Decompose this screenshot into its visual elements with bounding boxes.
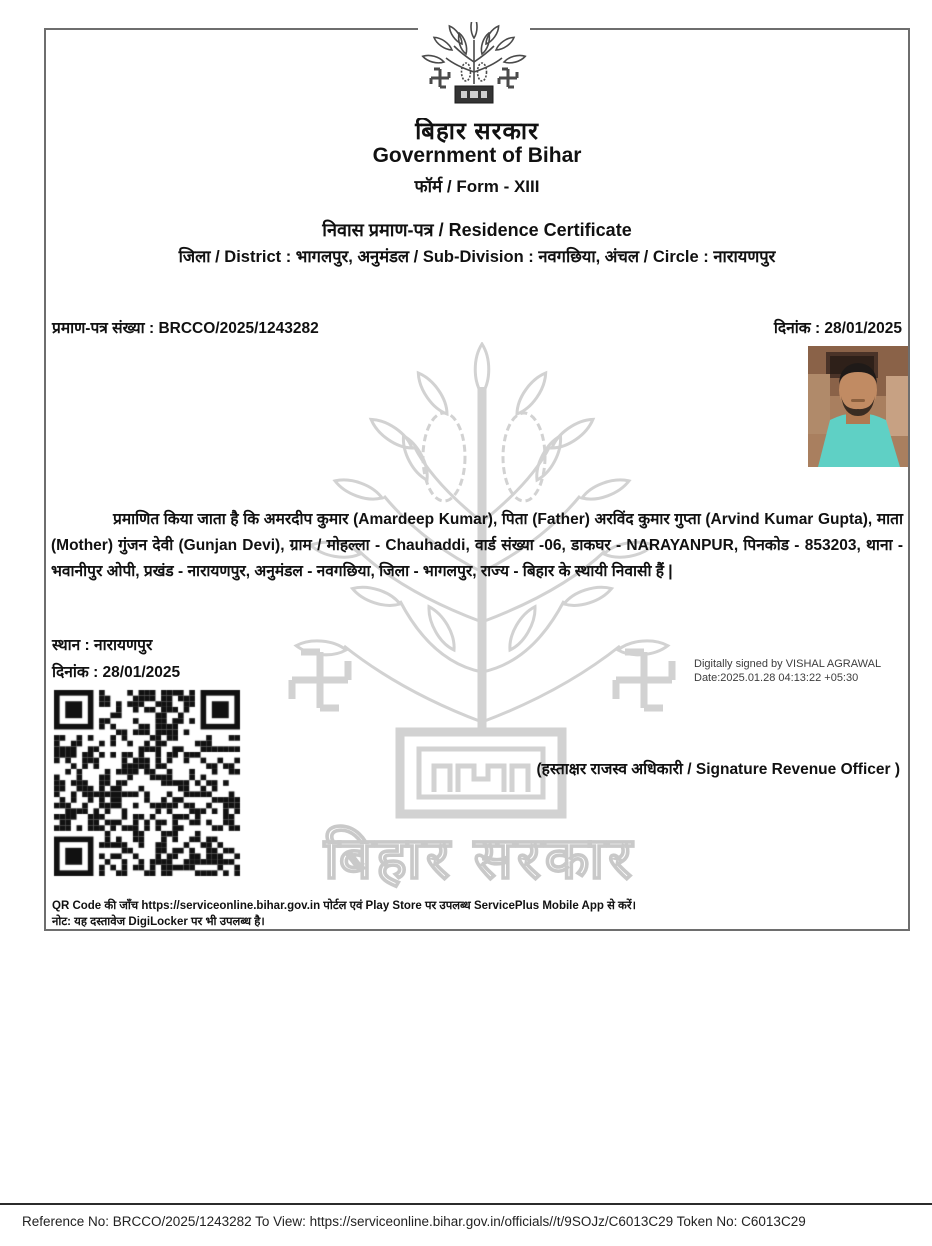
signing-place: स्थान : नारायणपुर xyxy=(52,637,153,654)
watermark-text: बिहार सरकार xyxy=(323,826,637,891)
digital-signature-line1: Digitally signed by VISHAL AGRAWAL xyxy=(694,658,882,670)
certificate-number: प्रमाण-पत्र संख्या : BRCCO/2025/1243282 xyxy=(52,320,319,337)
certificate-issue-date: दिनांक : 28/01/2025 xyxy=(773,320,902,337)
government-name-english: Government of Bihar xyxy=(372,144,582,167)
certificate-frame xyxy=(44,28,910,931)
digital-signature-block xyxy=(694,657,906,685)
signing-date: दिनांक : 28/01/2025 xyxy=(52,664,181,681)
government-name-hindi: बिहार सरकार xyxy=(415,118,539,145)
digilocker-note-line: नोट: यह दस्तावेज DigiLocker पर भी उपलब्ध है। xyxy=(52,916,265,928)
certificate-body-paragraph: प्रमाणित किया जाता है कि अमरदीप कुमार (Amardeep Kumar), पिता (Father) अरविंद कुमार गुप्ता (Arvind Kumar Gupta), माता (Mother) गुंजन देवी (Gunjan Devi), ग्राम / मोहल्ला - Chauhaddi, वार्ड संख्या -06, डाकघर - NARAYANPUR, पिनकोड - 853203, थाना - भवानीपुर ओपी, प्रखंड - नारायणपुर, अनुमंडल - नवगछिया, जिला - भागलपुर, राज्य - बिहार के स्थायी निवासी हैं | xyxy=(51,511,903,580)
bihar-emblem-icon xyxy=(418,22,530,118)
footer-divider xyxy=(0,1203,932,1205)
reference-line: Reference No: BRCCO/2025/1243282 To View: https://serviceonline.bihar.gov.in/officials//t/9SOJz/C6013C29 Token No: C6013C29 xyxy=(22,1214,806,1229)
digital-signature-line2: Date:2025.01.28 04:13:22 +05:30 xyxy=(694,672,859,684)
certificate-number-row xyxy=(52,316,902,338)
qr-verification-notes xyxy=(52,898,636,930)
district-subdivision-circle-line: जिला / District : भागलपुर, अनुमंडल / Sub-Division : नवगछिया, अंचल / Circle : नारायणपुर xyxy=(178,248,776,266)
signature-officer-line: (हस्ताक्षर राजस्व अधिकारी / Signature Revenue Officer ) xyxy=(536,761,900,778)
bihar-watermark-icon xyxy=(282,342,682,902)
qr-verification-line: QR Code की जाँच https://serviceonline.bihar.gov.in पोर्टल एवं Play Store पर उपलब्ध ServicePlus Mobile App से करें। xyxy=(52,900,636,912)
applicant-photo xyxy=(808,346,908,467)
form-number: फॉर्म / Form - XIII xyxy=(414,177,540,196)
qr-code xyxy=(50,686,244,880)
certificate-title: निवास प्रमाण-पत्र / Residence Certificate xyxy=(322,220,632,240)
